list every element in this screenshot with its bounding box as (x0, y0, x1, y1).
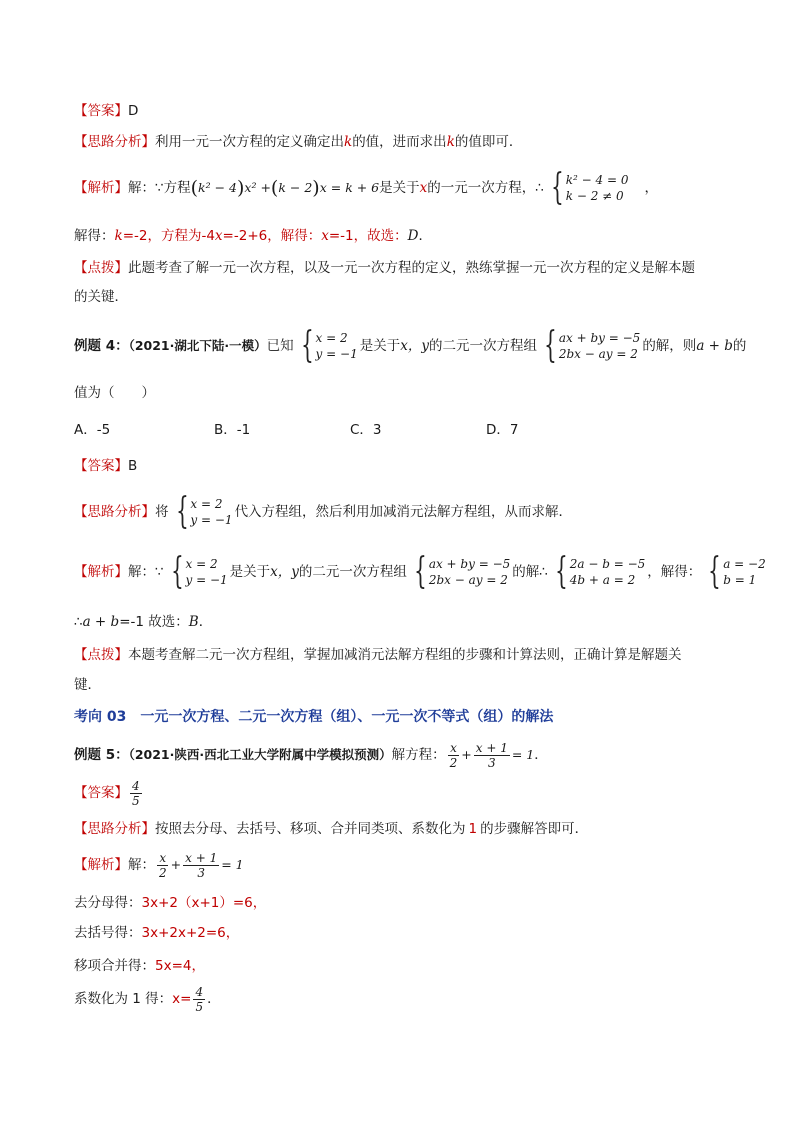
example5-thinking: 【思路分析】按照去分母、去括号、移项、合并同类项、系数化为 1 的步骤解答即可． (74, 821, 589, 837)
answer-line-1 (74, 101, 724, 121)
answer-fraction: $\frac{4}{5}$ (132, 778, 140, 808)
answer-value: D (128, 103, 139, 119)
thinking-tag: 【思路分析】 (74, 134, 155, 150)
example4-source: （2021·湖北下陆·一模） (128, 338, 267, 353)
equation-system: { k² − 4 = 0 k − 2 ≠ 0 (551, 167, 629, 208)
fraction: $\frac{x + 1}{3}$ (475, 740, 508, 770)
answer-tag: 【答案】 (74, 785, 128, 801)
example5-source: （2021·陕西·西北工业大学附属中学模拟预测） (128, 747, 392, 762)
answer-tag: 【答案】 (74, 103, 128, 119)
thinking-tag: 【思路分析】 (74, 821, 155, 837)
example4-thinking: 【思路分析】将 { x = 2 y = −1 代入方程组，然后利用加减消元法解方程组，从而求解． (74, 491, 573, 532)
example5-analysis: 【解析】解： $\frac{x}{2}$ + $\frac{x + 1}{3}$ = 1 (74, 850, 244, 880)
example4-analysis: 【解析】解：∵ { x = 2 y = −1 是关于x，y的二元一次方程组 { ax + by = −5 2bx − ay = 2 的解∴ { 2a − b = −5 4b + a = 2 ，解得： { a = −2 b = 1 (74, 551, 766, 592)
example4-tip-line2: 键． (74, 677, 101, 693)
analysis-tag: 【解析】 (74, 857, 128, 873)
given-system: { x = 2 y = −1 (175, 491, 233, 532)
thinking-tag: 【思路分析】 (74, 504, 155, 520)
example4-answer (74, 456, 724, 476)
example4-question-line2: 值为（ ） (74, 385, 155, 401)
tip-tag: 【点拨】 (74, 647, 128, 663)
given-system: { x = 2 y = −1 (300, 325, 358, 366)
example4-question: 例题 4：（2021·湖北下陆·一模）已知 { x = 2 y = −1 是关于x，y的二元一次方程组 { ax + by = −5 2bx − ay = 2 的解，则a + b的 (74, 325, 747, 366)
example5-question: 例题 5：（2021·陕西·西北工业大学附属中学模拟预测）解方程： $\frac{x}{2}$ + $\frac{x + 1}{3}$ = 1． (74, 740, 548, 770)
analysis-line-1: 【解析】解：∵方程(k² − 4)x² +(k − 2)x = k + 6是关于x的一元一次方程，∴ { k² − 4 = 0 k − 2 ≠ 0 ， (74, 167, 658, 208)
tip-line-1b: 的关键． (74, 289, 128, 305)
given-system: { x = 2 y = −1 (170, 551, 228, 592)
step-4: 系数化为 1 得：x= $\frac{4}{5}$ ． (74, 984, 221, 1014)
fraction: $\frac{x + 1}{3}$ (185, 850, 218, 880)
choice-a[interactable]: A．-5 (74, 422, 111, 438)
answer-value: B (128, 458, 138, 474)
example5-label: 例题 5： (74, 747, 129, 763)
choice-c[interactable]: C．3 (350, 422, 382, 438)
section-heading: 考向 03 一元一次方程、二元一次方程（组）、一元一次不等式（组）的解法 (74, 709, 554, 725)
step-1: 去分母得：3x+2（x+1）=6， (74, 895, 267, 911)
fraction: $\frac{x}{2}$ (449, 740, 458, 770)
tip-tag: 【点拨】 (74, 260, 128, 276)
solve-line-1: 解得：k=-2，方程为-4x=-2+6，解得：x=-1，故选：D． (74, 228, 432, 244)
example4-conclusion: ∴a + b=-1 故选：B． (74, 614, 213, 630)
example4-tip: 【点拨】本题考查解二元一次方程组，掌握加减消元法解方程组的步骤和计算法则，正确计算是解题关 (74, 647, 682, 663)
choice-d[interactable]: D．7 (486, 422, 519, 438)
equation-system: { ax + by = −5 2bx − ay = 2 (414, 551, 511, 592)
analysis-tag: 【解析】 (74, 180, 128, 196)
tip-line-1: 【点拨】此题考查了解一元一次方程，以及一元一次方程的定义，熟练掌握一元一次方程的定义是解本题 (74, 260, 695, 276)
fraction: $\frac{4}{5}$ (195, 984, 204, 1014)
equation-system: { ax + by = −5 2bx − ay = 2 (544, 325, 641, 366)
example5-answer (74, 776, 724, 810)
fraction: $\frac{x}{2}$ (159, 850, 167, 880)
answer-tag: 【答案】 (74, 458, 128, 474)
example4-label: 例题 4： (74, 338, 129, 354)
step-3: 移项合并得：5x=4， (74, 958, 205, 974)
step-2: 去括号得：3x+2x+2=6， (74, 925, 240, 941)
substituted-system: { 2a − b = −5 4b + a = 2 (555, 551, 646, 592)
analysis-tag: 【解析】 (74, 564, 128, 580)
result-system: { a = −2 b = 1 (708, 551, 766, 592)
choice-b[interactable]: B．-1 (214, 422, 251, 438)
thinking-line-1: 【思路分析】利用一元一次方程的定义确定出k的值，进而求出k的值即可． (74, 134, 523, 150)
